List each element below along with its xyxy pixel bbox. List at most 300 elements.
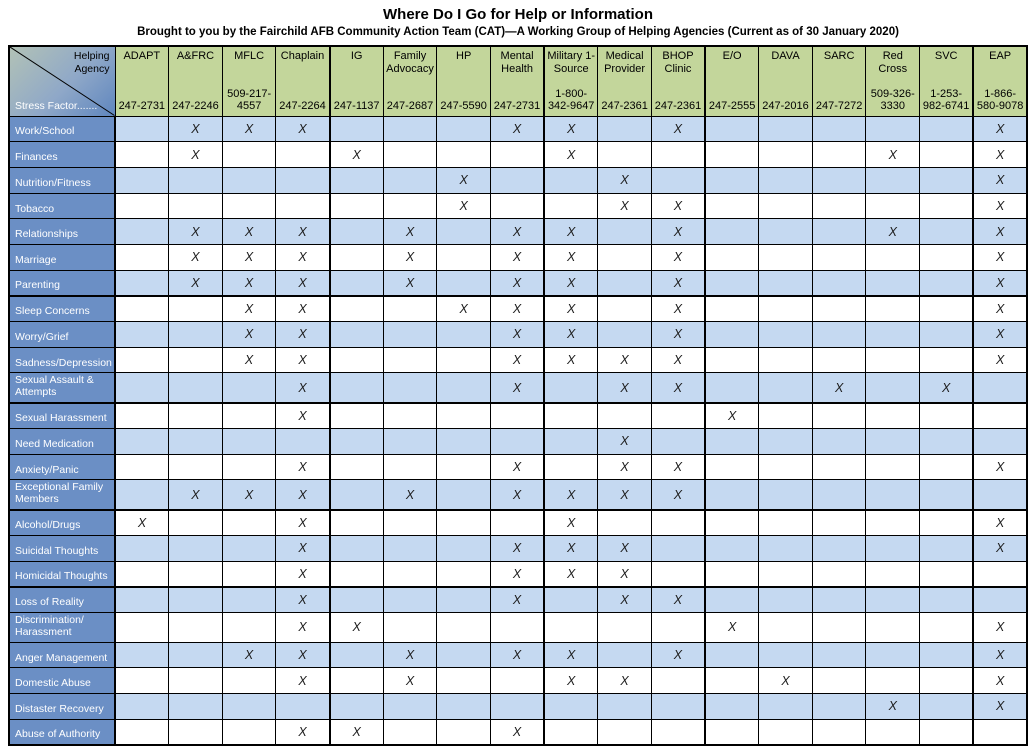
matrix-cell [115,510,169,536]
matrix-cell [598,480,652,510]
x-mark: X [995,516,1005,531]
agency-header-row [9,46,1027,116]
matrix-cell [222,142,276,168]
matrix-cell [705,587,759,613]
matrix-cell [973,719,1027,745]
matrix-cell [544,244,598,270]
x-mark: X [620,541,629,556]
matrix-cell [169,587,223,613]
matrix-cell [759,270,813,296]
matrix-cell [759,429,813,455]
matrix-cell [169,429,223,455]
x-mark: X [244,487,254,502]
x-mark: X [995,301,1005,316]
matrix-cell [651,219,705,245]
x-mark: X [244,275,254,290]
x-mark: X [995,173,1005,188]
matrix-cell [651,587,705,613]
stress-factor-row [9,296,1027,322]
matrix-cell [169,719,223,745]
x-mark: X [673,224,683,239]
matrix-cell [812,480,866,510]
matrix-cell [115,296,169,322]
matrix-cell [222,116,276,142]
matrix-cell [598,642,652,668]
matrix-cell [544,219,598,245]
matrix-cell [330,244,384,270]
agency-name: BHOP Clinic [662,50,694,75]
matrix-cell [437,642,491,668]
x-mark: X [352,620,361,635]
matrix-cell [490,270,544,296]
matrix-cell [812,510,866,536]
header-row [9,46,1027,116]
matrix-cell [759,454,813,480]
matrix-cell [651,296,705,322]
stress-factor-row [9,219,1027,245]
matrix-cell [866,403,920,429]
stress-factor-label: Loss of Reality [9,587,115,613]
stress-factor-label: Discrimination/ Harassment [9,613,115,643]
x-mark: X [244,648,254,663]
matrix-cell [759,296,813,322]
matrix-cell [276,244,330,270]
agency-header-a-frc [169,46,223,116]
matrix-cell [705,510,759,536]
x-mark: X [405,648,415,663]
matrix-cell [866,454,920,480]
matrix-cell [437,347,491,373]
stress-factor-label: Abuse of Authority [9,719,115,745]
matrix-cell [598,219,652,245]
agency-phone: 509-217-4557 [227,87,272,112]
matrix-cell [490,429,544,455]
x-mark: X [620,434,629,449]
x-mark: X [995,198,1005,213]
matrix-cell [222,454,276,480]
x-mark: X [512,224,522,239]
x-mark: X [620,487,629,502]
matrix-cell [705,373,759,403]
matrix-cell [276,536,330,562]
x-mark: X [459,301,468,316]
matrix-cell [973,193,1027,219]
matrix-cell [115,219,169,245]
matrix-cell [973,347,1027,373]
matrix-cell [222,270,276,296]
stress-factor-row [9,719,1027,745]
matrix-cell [276,454,330,480]
matrix-cell [973,270,1027,296]
matrix-cell [598,429,652,455]
agency-name: Military 1-Source [547,50,596,75]
matrix-cell [598,244,652,270]
x-mark: X [512,275,522,290]
stress-factor-row [9,347,1027,373]
matrix-cell [973,510,1027,536]
matrix-cell [973,613,1027,643]
agency-phone: 247-2246 [172,99,219,112]
matrix-cell [330,587,384,613]
matrix-cell [490,587,544,613]
x-mark: X [673,250,683,265]
matrix-cell [115,480,169,510]
matrix-cell [920,668,974,694]
matrix-cell [490,373,544,403]
matrix-cell [330,719,384,745]
matrix-cell [812,270,866,296]
page-title: Where Do I Go for Help or Information [383,6,653,23]
matrix-cell [651,561,705,587]
matrix-cell [490,694,544,720]
matrix-cell [973,694,1027,720]
x-mark: X [512,460,522,475]
matrix-cell [920,480,974,510]
matrix-cell [651,429,705,455]
matrix-cell [437,116,491,142]
matrix-cell [651,193,705,219]
x-mark: X [352,147,361,162]
matrix-cell [651,536,705,562]
x-mark: X [995,648,1005,663]
matrix-cell [705,613,759,643]
matrix-cell [866,347,920,373]
matrix-cell [973,219,1027,245]
x-mark: X [191,487,200,502]
matrix-cell [490,642,544,668]
matrix-cell [973,429,1027,455]
matrix-cell [383,322,437,348]
matrix-cell [169,116,223,142]
stress-factor-row [9,322,1027,348]
stress-factor-label: Sexual Assault & Attempts [9,373,115,403]
x-mark: X [459,198,468,213]
matrix-cell [651,642,705,668]
x-mark: X [298,460,307,475]
matrix-cell [544,642,598,668]
x-mark: X [673,327,683,342]
matrix-cell [490,244,544,270]
x-mark: X [620,198,629,213]
matrix-cell [222,668,276,694]
x-mark: X [244,353,254,368]
matrix-cell [866,142,920,168]
x-mark: X [298,566,307,581]
matrix-cell [383,347,437,373]
matrix-cell [383,454,437,480]
matrix-cell [759,167,813,193]
agency-phone: 1-253-982-6741 [922,87,970,112]
matrix-cell [115,373,169,403]
matrix-cell [330,613,384,643]
x-mark: X [995,353,1005,368]
x-mark: X [995,327,1005,342]
matrix-cell [544,536,598,562]
matrix-cell [973,668,1027,694]
matrix-cell [115,719,169,745]
matrix-cell [276,694,330,720]
matrix-cell [866,322,920,348]
x-mark: X [727,408,737,423]
matrix-cell [276,429,330,455]
matrix-cell [866,480,920,510]
x-mark: X [298,250,307,265]
x-mark: X [298,673,307,688]
x-mark: X [405,487,415,502]
matrix-cell [490,668,544,694]
matrix-cell [759,403,813,429]
matrix-cell [973,142,1027,168]
agency-header-mental-health [490,46,544,116]
matrix-cell [705,668,759,694]
matrix-cell [866,694,920,720]
matrix-cell [169,454,223,480]
stress-factor-row [9,373,1027,403]
matrix-cell [973,373,1027,403]
matrix-cell [544,510,598,536]
matrix-cell [973,322,1027,348]
matrix-cell [115,322,169,348]
stress-factor-row [9,510,1027,536]
agency-name: Red Cross [878,50,908,75]
matrix-cell [222,536,276,562]
matrix-cell [544,322,598,348]
matrix-cell [973,296,1027,322]
matrix-cell [866,116,920,142]
x-mark: X [244,121,254,136]
x-mark: X [298,327,307,342]
agency-name: A&FRC [176,50,215,62]
matrix-cell [866,193,920,219]
matrix-cell [169,642,223,668]
x-mark: X [673,198,683,213]
matrix-cell [812,536,866,562]
matrix-cell [490,296,544,322]
x-mark: X [459,173,468,188]
matrix-cell [222,510,276,536]
agency-name: E/O [722,50,742,62]
matrix-cell [276,403,330,429]
agency-name: Mental Health [500,50,534,75]
matrix-cell [920,454,974,480]
matrix-cell [169,142,223,168]
matrix-cell [544,270,598,296]
matrix-cell [383,296,437,322]
x-mark: X [567,147,576,162]
stress-factor-label: Sleep Concerns [9,296,115,322]
matrix-cell [598,719,652,745]
stress-factor-row [9,244,1027,270]
matrix-cell [812,244,866,270]
matrix-cell [866,642,920,668]
x-mark: X [673,380,683,395]
matrix-cell [169,613,223,643]
matrix-cell [383,719,437,745]
x-mark: X [942,380,951,395]
stress-factor-label: Anger Management [9,642,115,668]
stress-factor-label: Suicidal Thoughts [9,536,115,562]
matrix-cell [330,322,384,348]
agency-phone: 247-2731 [493,99,541,112]
matrix-cell [920,142,974,168]
matrix-cell [383,116,437,142]
x-mark: X [352,724,361,739]
matrix-cell [598,536,652,562]
stress-factor-label: Worry/Grief [9,322,115,348]
matrix-cell [330,219,384,245]
x-mark: X [512,327,522,342]
matrix-cell [651,244,705,270]
x-mark: X [620,353,629,368]
matrix-cell [705,642,759,668]
matrix-cell [759,668,813,694]
matrix-cell [490,719,544,745]
matrix-cell [222,322,276,348]
matrix-cell [115,403,169,429]
matrix-cell [920,193,974,219]
x-mark: X [995,224,1005,239]
matrix-cell [973,244,1027,270]
matrix-cell [866,668,920,694]
matrix-cell [276,322,330,348]
matrix-cell [705,270,759,296]
matrix-cell [651,510,705,536]
matrix-cell [383,694,437,720]
matrix-cell [115,587,169,613]
x-mark: X [191,224,200,239]
matrix-cell [544,193,598,219]
matrix-cell [651,480,705,510]
agency-header-chaplain [276,46,330,116]
matrix-cell [330,296,384,322]
matrix-cell [115,642,169,668]
matrix-cell [598,613,652,643]
matrix-cell [920,429,974,455]
x-mark: X [298,301,307,316]
x-mark: X [888,699,897,714]
matrix-cell [169,322,223,348]
matrix-cell [276,219,330,245]
stress-factor-label: Exceptional Family Members [9,480,115,510]
matrix-cell [437,587,491,613]
agency-header-red-cross [866,46,920,116]
matrix-cell [222,219,276,245]
x-mark: X [512,353,522,368]
matrix-cell [115,244,169,270]
matrix-cell [705,694,759,720]
x-mark: X [244,327,254,342]
matrix-cell [598,694,652,720]
matrix-cell [812,296,866,322]
matrix-cell [920,219,974,245]
matrix-cell [866,510,920,536]
matrix-cell [812,561,866,587]
matrix-cell [490,142,544,168]
matrix-cell [490,561,544,587]
matrix-cell [598,454,652,480]
matrix-cell [759,193,813,219]
matrix-cell [651,373,705,403]
matrix-cell [759,347,813,373]
matrix-cell [544,613,598,643]
matrix-cell [222,561,276,587]
matrix-cell [973,167,1027,193]
x-mark: X [673,275,683,290]
matrix-cell [973,587,1027,613]
stress-factor-label: Domestic Abuse [9,668,115,694]
matrix-cell [705,403,759,429]
matrix-cell [169,510,223,536]
matrix-cell [544,142,598,168]
agency-header-adapt [115,46,169,116]
agency-name: Family Advocacy [386,50,434,75]
x-mark: X [620,173,629,188]
matrix-cell [330,193,384,219]
matrix-cell [276,116,330,142]
matrix-cell [759,536,813,562]
matrix-cell [330,642,384,668]
matrix-cell [973,480,1027,510]
matrix-cell [651,116,705,142]
matrix-cell [598,167,652,193]
matrix-cell [383,510,437,536]
x-mark: X [620,566,629,581]
matrix-cell [544,373,598,403]
matrix-cell [705,480,759,510]
matrix-cell [920,613,974,643]
matrix-cell [651,347,705,373]
matrix-cell [437,694,491,720]
matrix-cell [759,480,813,510]
x-mark: X [567,250,576,265]
matrix-cell [115,536,169,562]
matrix-cell [169,270,223,296]
x-mark: X [727,620,737,635]
x-mark: X [298,121,307,136]
matrix-cell [169,193,223,219]
matrix-cell [598,116,652,142]
matrix-cell [598,587,652,613]
matrix-cell [544,167,598,193]
agency-header-bhop-clinic [651,46,705,116]
stress-factor-label: Distaster Recovery [9,694,115,720]
matrix-cell [437,403,491,429]
stress-factor-rows [9,116,1027,745]
matrix-cell [276,270,330,296]
matrix-cell [759,116,813,142]
matrix-cell [920,244,974,270]
matrix-cell [866,270,920,296]
agency-name: SVC [934,50,958,62]
matrix-cell [383,244,437,270]
agency-phone: 509-326-3330 [870,87,915,112]
matrix-cell [759,373,813,403]
matrix-cell [705,116,759,142]
matrix-cell [437,480,491,510]
stress-factor-row [9,668,1027,694]
agency-phone: 247-2361 [654,99,702,112]
x-mark: X [567,673,576,688]
x-mark: X [567,327,576,342]
matrix-cell [276,587,330,613]
stress-factor-label: Finances [9,142,115,168]
matrix-cell [115,429,169,455]
stress-factor-label: Tobacco [9,193,115,219]
matrix-cell [169,536,223,562]
matrix-cell [598,373,652,403]
matrix-cell [437,322,491,348]
matrix-cell [169,480,223,510]
